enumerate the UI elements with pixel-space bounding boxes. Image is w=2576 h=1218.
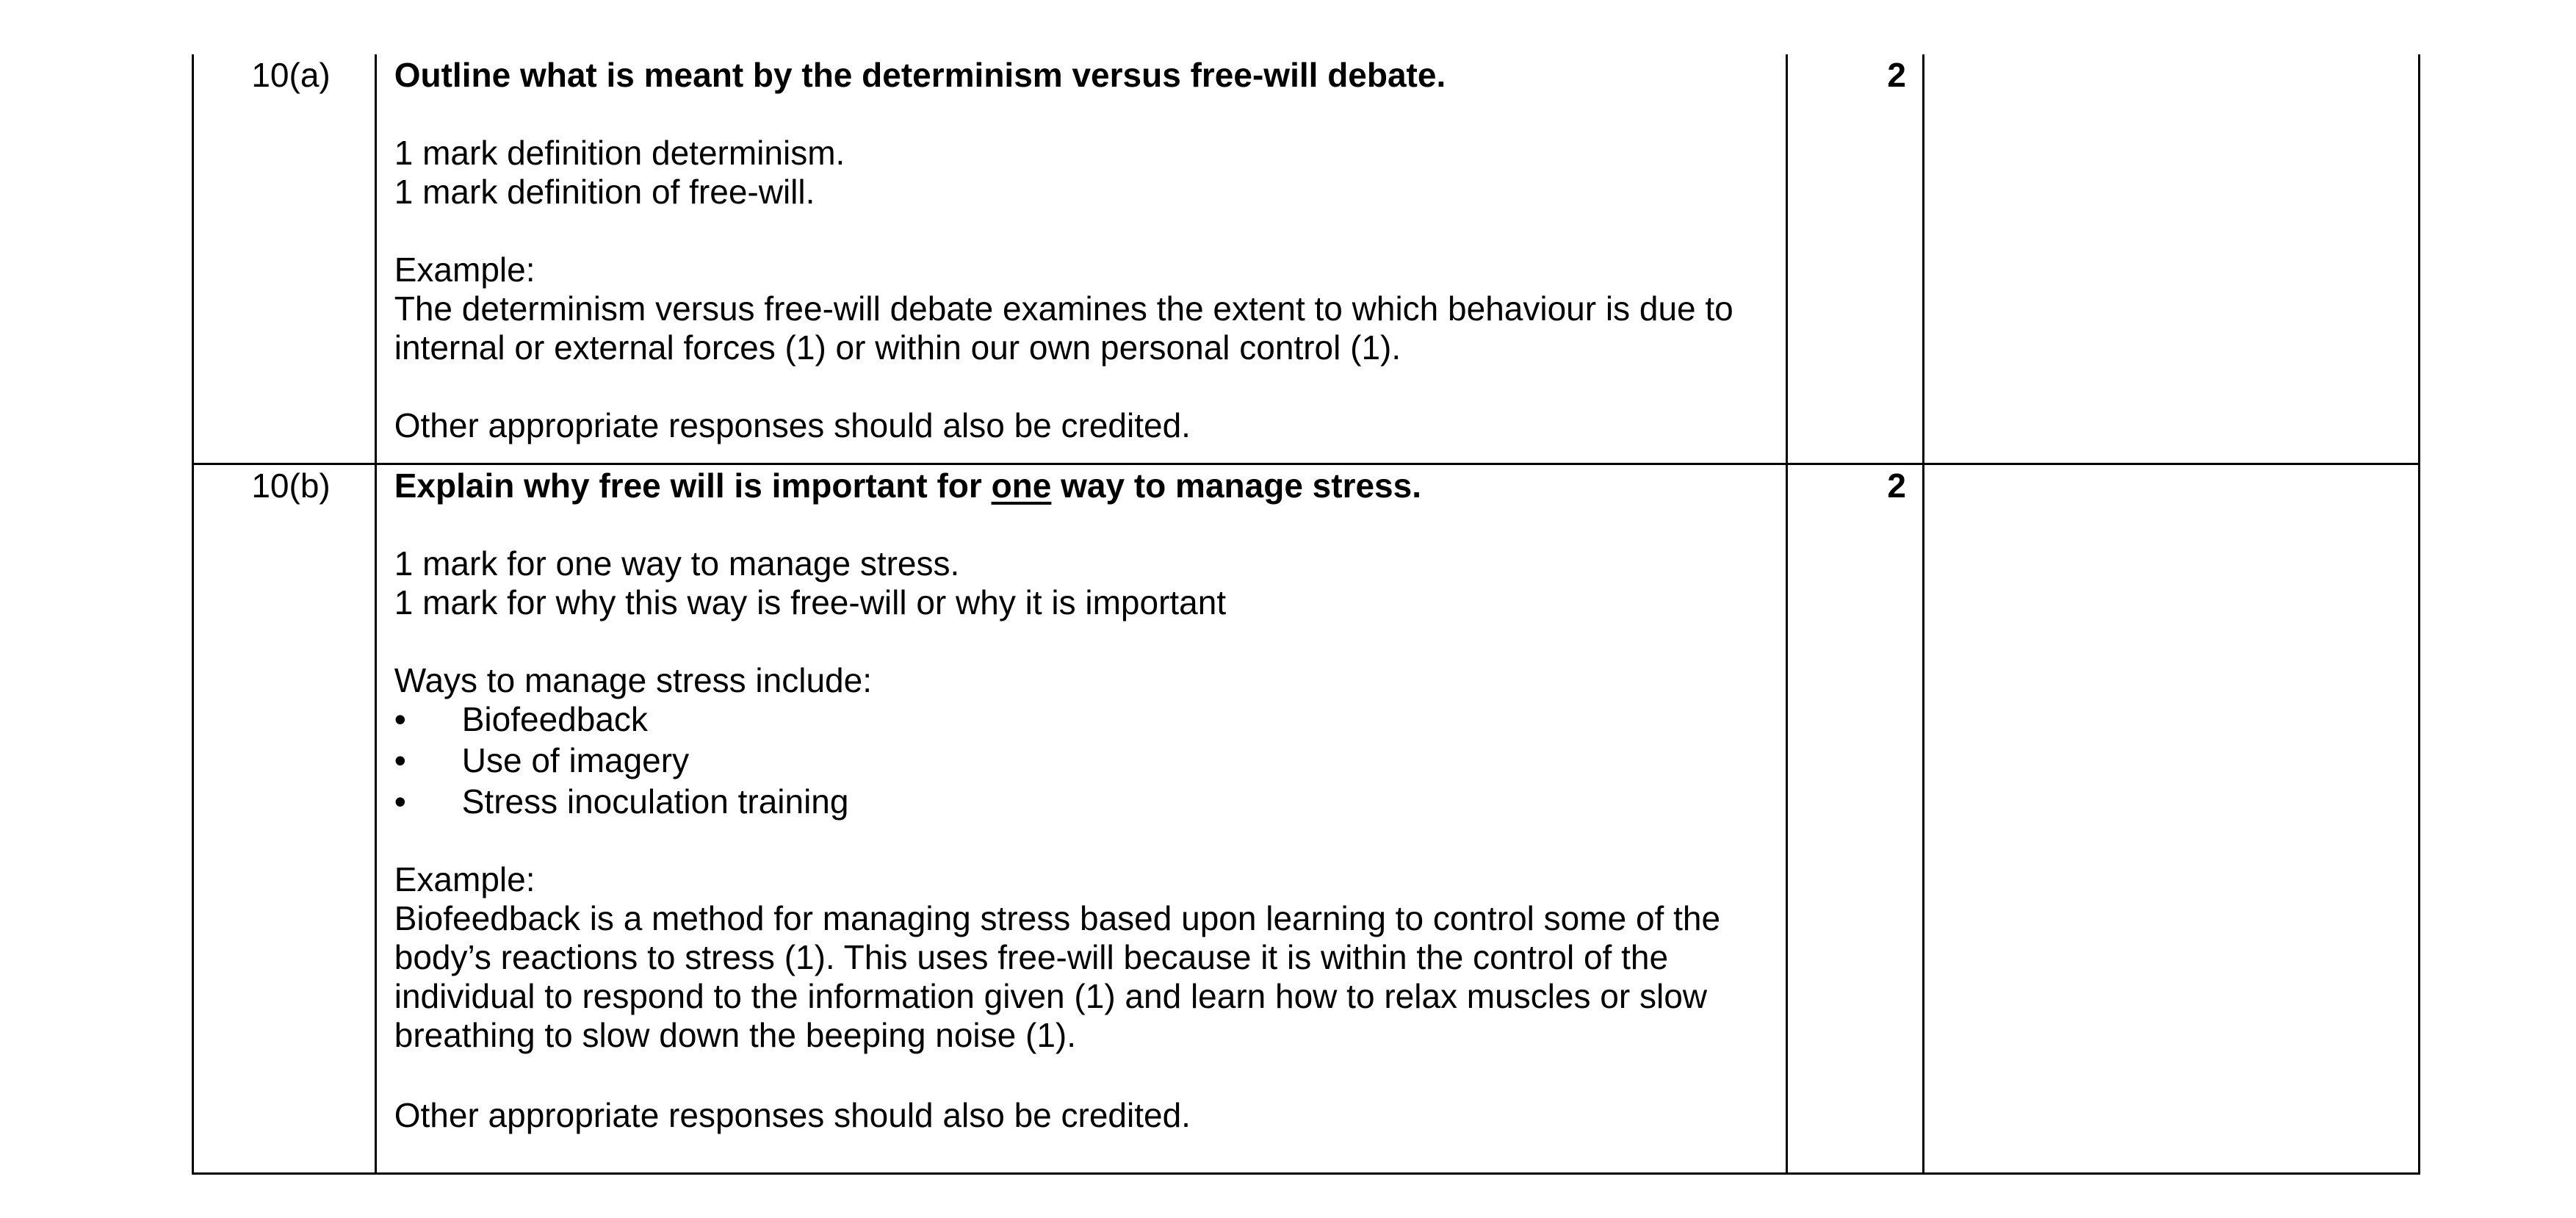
example-line: body’s reactions to stress (1). This uses free-will because it is within the control of the [394,938,1669,976]
list-item-text: Biofeedback [461,700,648,738]
example-line: individual to respond to the information given (1) and learn how to relax muscles or slow [394,977,1707,1015]
guidance-cell [1923,464,2419,1174]
example-label: Example: [394,251,535,289]
table-row-10b [193,464,2420,1174]
answer-cell [375,54,1787,464]
bullet-icon: • [394,782,406,821]
list-intro: Ways to manage stress include: [394,661,872,699]
credit-note: Other appropriate responses should also be credited. [394,406,1191,444]
criterion-line: 1 mark for why this way is free-will or why it is important [394,583,1227,621]
example-line: The determinism versus free-will debate examines the extent to which behaviour is due to [394,289,1733,328]
answer-cell [375,464,1787,1174]
question-emphasis: one [991,466,1052,505]
question-text-end: way to manage stress. [1051,466,1422,505]
credit-note: Other appropriate responses should also be credited. [394,1096,1191,1134]
bullet-icon: • [394,700,406,738]
marks-cell: 2 [1787,464,1924,1174]
stress-methods-list [394,700,1772,824]
example-line: breathing to slow down the beeping noise (1). [394,1016,1076,1054]
criterion-line: 1 mark definition determinism. [394,134,845,172]
guidance-cell [1923,54,2419,464]
list-item-text: Stress inoculation training [461,782,849,821]
mark-scheme-table [192,54,2420,1175]
question-text: Outline what is meant by the determinism versus free-will debate. [394,56,1446,94]
question-text [394,466,1772,505]
criterion-line: 1 mark for one way to manage stress. [394,544,960,583]
marks-cell: 2 [1787,54,1924,464]
example-line: internal or external forces (1) or within our own personal control (1). [394,328,1401,367]
bullet-icon: • [394,741,406,779]
table-row-10a [193,54,2420,464]
list-item [394,782,1772,824]
criterion-line: 1 mark definition of free-will. [394,173,815,211]
list-item-text: Use of imagery [461,741,690,779]
list-item [394,741,1772,782]
question-text-start: Explain why free will is important for [394,466,992,505]
example-label: Example: [394,860,535,898]
list-item [394,700,1772,741]
question-number: 10(b) [193,464,376,1174]
question-number: 10(a) [193,54,376,464]
example-line: Biofeedback is a method for managing stress based upon learning to control some of the [394,899,1721,937]
